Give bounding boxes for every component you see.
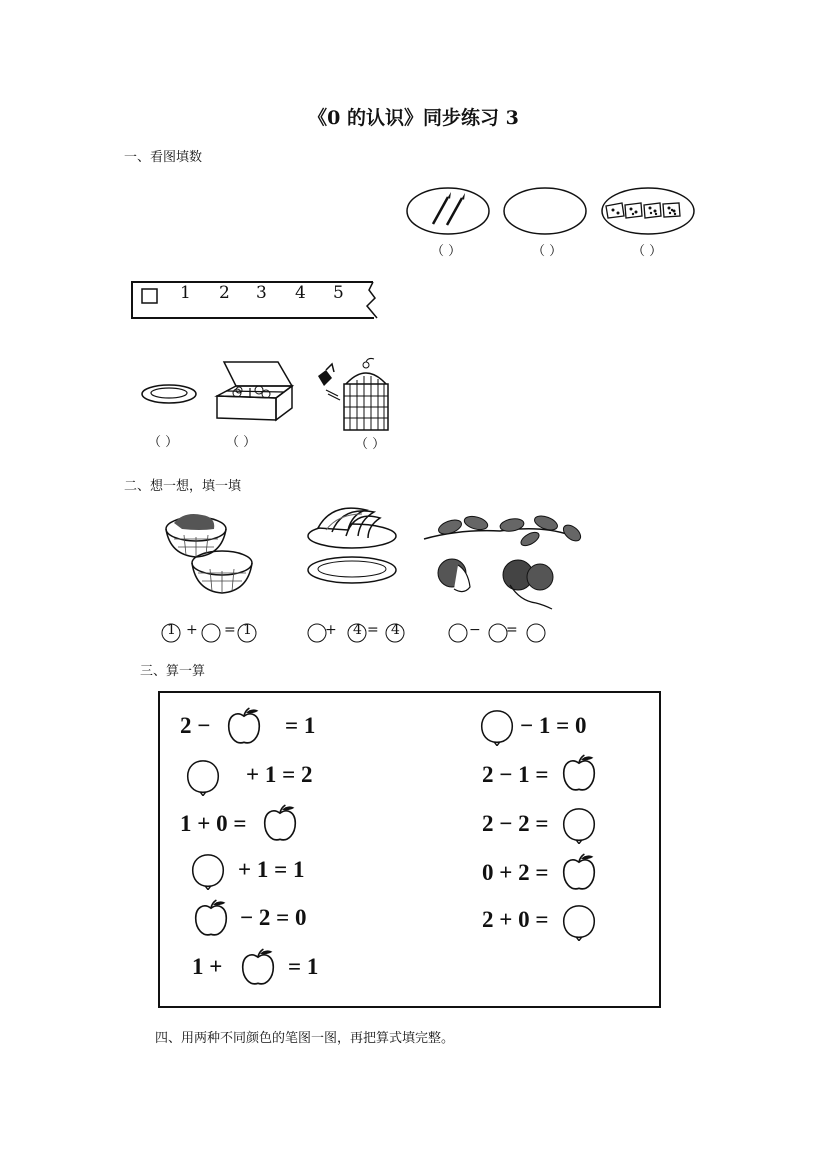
eq1-a: 1: [167, 622, 176, 638]
answer-circle-icon[interactable]: [191, 852, 225, 890]
section-4-heading: 四、用两种不同颜色的笔图一图，再把算式填完整。: [155, 1031, 455, 1046]
eq1-op: +: [186, 622, 198, 638]
eq2-eq: =: [367, 622, 379, 638]
calc-right-1-post: − 1 = 0: [520, 713, 587, 738]
apple-icon[interactable]: [561, 853, 597, 893]
ruler-number: 2: [219, 283, 230, 303]
calc-left-5-post: − 2 = 0: [240, 905, 307, 930]
calc-left-6-post: = 1: [288, 954, 319, 979]
blank-3[interactable]: （ ）: [632, 244, 663, 259]
eq1-eq: =: [224, 622, 236, 638]
ruler-number: 1: [180, 283, 191, 303]
birdcage-illustration: [312, 356, 398, 432]
section-3-heading: 三、算一算: [140, 664, 206, 679]
section-2-heading: 二、想一想，填一填: [124, 479, 242, 494]
apple-icon[interactable]: [561, 754, 597, 794]
calc-left-1-post: = 1: [285, 713, 316, 738]
baskets-illustration: [160, 505, 256, 599]
ruler-number: 5: [333, 283, 344, 303]
calc-left-2-post: + 1 = 2: [246, 762, 313, 787]
eq3-eq: =: [506, 622, 518, 638]
ruler-number: 4: [295, 283, 306, 303]
blank-cage[interactable]: （ ）: [355, 437, 386, 452]
empty-plate-illustration: [140, 382, 198, 406]
eq2-b: 4: [353, 622, 362, 638]
apple-icon[interactable]: [193, 899, 229, 939]
apple-icon[interactable]: [240, 948, 276, 988]
calc-right-5-pre: 2 + 0 =: [482, 907, 549, 932]
oval-empty: [503, 186, 587, 236]
calc-left-6-pre: 1 +: [192, 954, 223, 979]
apple-icon[interactable]: [262, 804, 298, 844]
oval-two-pencils: [406, 186, 490, 236]
bananas-plates-illustration: [302, 500, 402, 590]
ruler-number: 3: [256, 283, 267, 303]
eq1-r: 1: [243, 622, 252, 638]
answer-circle-icon[interactable]: [562, 903, 596, 941]
answer-circle-icon[interactable]: [480, 708, 514, 746]
answer-circle-icon[interactable]: [186, 758, 220, 796]
calc-right-4-pre: 0 + 2 =: [482, 860, 549, 885]
eq2-op: +: [325, 622, 337, 638]
blank-2[interactable]: （ ）: [532, 244, 563, 259]
page-title: 《0 的认识》同步练习 3: [308, 107, 519, 129]
apples-tree-illustration: [420, 505, 592, 611]
calc-left-1-pre: 2 −: [180, 713, 211, 738]
oval-four-cards: [600, 186, 698, 236]
eq2-r: 4: [391, 622, 400, 638]
eq3-op: −: [469, 622, 481, 638]
section-1-heading: 一、看图填数: [124, 150, 203, 165]
blank-1[interactable]: （ ）: [431, 244, 462, 259]
blank-box[interactable]: （ ）: [226, 435, 257, 450]
apple-icon[interactable]: [226, 707, 262, 747]
blank-plate[interactable]: （ ）: [148, 435, 179, 450]
calc-left-4-post: + 1 = 1: [238, 857, 305, 882]
calc-left-3-pre: 1 + 0 =: [180, 811, 247, 836]
calc-right-2-pre: 2 − 1 =: [482, 762, 549, 787]
box-illustration: [214, 360, 294, 424]
circled-equation-3: [446, 622, 550, 644]
answer-circle-icon[interactable]: [562, 806, 596, 844]
calc-right-3-pre: 2 − 2 =: [482, 811, 549, 836]
